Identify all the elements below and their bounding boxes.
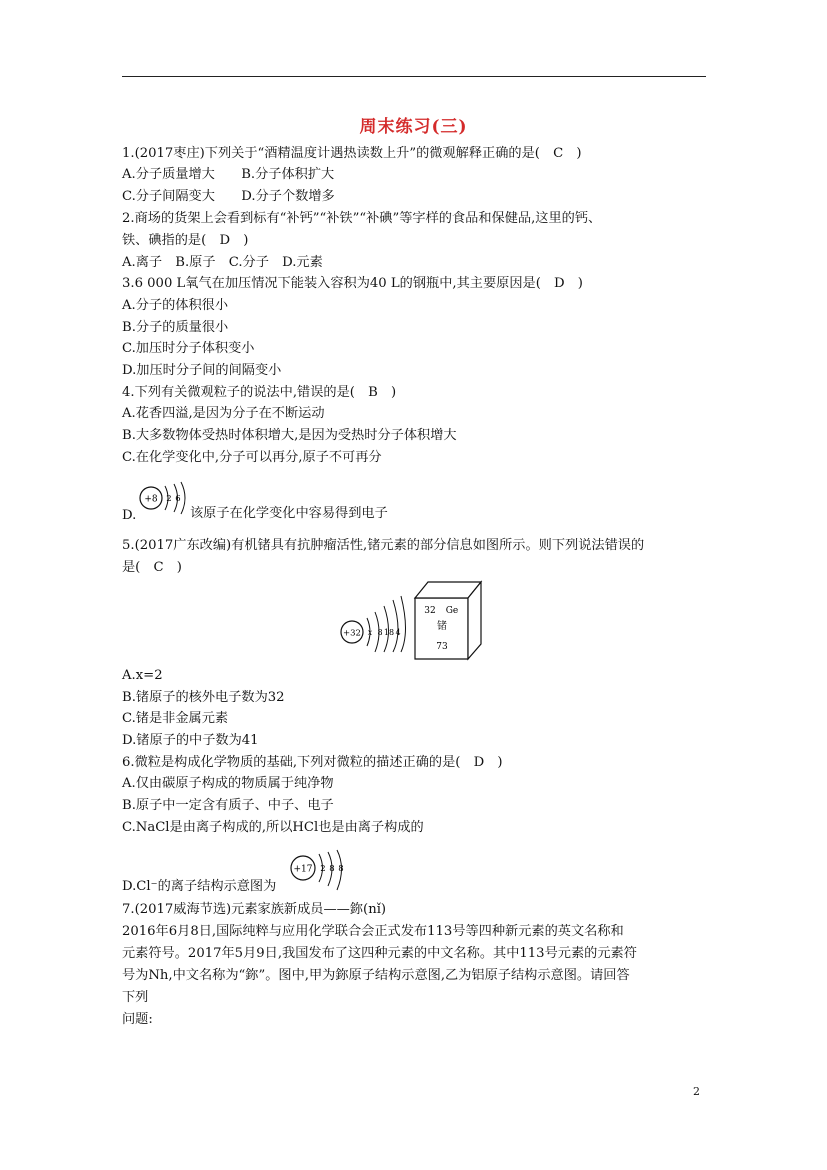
shell-count: 2 [166,494,172,504]
oxygen-atom-diagram [137,480,189,518]
germanium-atom-diagram [338,592,410,654]
shell-count: 6 [175,494,181,504]
question-6-option-b: B.原子中一定含有质子、中子、电子 [122,798,334,813]
question-2-line-2: 铁、碘指的是( D ) [122,233,249,248]
question-7-heading: 7.(2017威海节选)元素家族新成员——鉨(nǐ) [122,902,387,917]
question-6-option-d: D.Cl⁻的离子结构示意图为 [122,879,277,894]
question-2-options: A.离子 B.原子 C.分子 D.元素 [122,255,323,270]
page-title: 周末练习(三) [359,117,468,137]
question-5-line-1: 5.(2017广东改编)有机锗具有抗肿瘤活性,锗元素的部分信息如图所示。则下列说法错误的 [122,538,645,553]
shell-count: 8 [329,864,335,874]
electron-shell-arc [393,600,401,652]
element-name: 锗 [437,621,447,632]
shell-count: x [367,628,373,637]
shell-count: 2 [320,864,326,874]
shell-count: 8 [338,864,344,874]
question-7-line-4: 号为Nh,中文名称为“鉨”。图中,甲为鉨原子结构示意图,乙为铝原子结构示意图。请回答 [122,968,630,983]
nucleus-charge: +8 [144,494,158,505]
question-5-option-b: B.锗原子的核外电子数为32 [122,690,285,705]
question-3-option-c: C.加压时分子体积变小 [122,341,255,356]
question-3: 3.6 000 L氧气在加压情况下能装入容积为40 L的钢瓶中,其主要原因是( D ) [122,276,583,291]
germanium-element-card [412,578,484,662]
nucleus-charge: +32 [343,628,361,639]
question-3-option-b: B.分子的质量很小 [122,320,229,335]
question-4-option-b: B.大多数物体受热时体积增大,是因为受热时分子体积增大 [122,428,457,443]
question-5-option-d: D.锗原子的中子数为41 [122,733,259,748]
question-4-option-d-label: D. [122,508,137,523]
electron-shell-arc [181,482,185,514]
question-7-line-2: 2016年6月8日,国际纯粹与应用化学联合会正式发布113号等四种新元素的英文名称和 [122,924,624,939]
element-symbol: Ge [445,606,459,616]
question-5-line-2: 是( C ) [122,560,182,575]
question-2-line-1: 2.商场的货架上会看到标有“补钙”“补铁”“补碘”等字样的食品和保健品,这里的钙、 [122,211,602,226]
question-6-option-a: A.仅由碳原子构成的物质属于纯净物 [122,776,334,791]
question-5-option-a: A.x=2 [122,668,163,683]
question-7-line-6: 问题: [122,1012,153,1027]
shell-count: 18 [383,628,395,637]
question-6: 6.微粒是构成化学物质的基础,下列对微粒的描述正确的是( D ) [122,755,503,770]
atomic-number: 32 [424,606,436,616]
question-3-option-a: A.分子的体积很小 [122,298,229,313]
electron-shell-arc [401,596,406,652]
question-3-option-d: D.加压时分子间的间隔变小 [122,363,282,378]
atomic-mass: 73 [436,642,448,652]
question-7-line-5: 下列 [122,990,149,1005]
question-4: 4.下列有关微观粒子的说法中,错误的是( B ) [122,385,397,400]
shell-count: 4 [395,628,401,637]
question-5-option-c: C.锗是非金属元素 [122,711,229,726]
header-rule [122,76,706,77]
question-4-option-c: C.在化学变化中,分子可以再分,原子不可再分 [122,450,382,465]
shell-count: 8 [377,628,383,637]
question-4-option-a: A.花香四溢,是因为分子在不断运动 [122,406,325,421]
nucleus-charge: +17 [293,864,313,875]
question-1: 1.(2017枣庄)下列关于“酒精温度计遇热读数上升”的微观解释正确的是( C ) [122,146,582,161]
chloride-ion-diagram [288,848,350,892]
question-6-option-c: C.NaCl是由离子构成的,所以HCl也是由离子构成的 [122,820,424,835]
question-1-options-ab: A.分子质量增大 B.分子体积扩大 [122,167,335,182]
page-number: 2 [693,1085,700,1098]
question-1-options-cd: C.分子间隔变大 D.分子个数增多 [122,189,335,204]
question-4-option-d-text: 该原子在化学变化中容易得到电子 [190,506,388,521]
question-7-line-3: 元素符号。2017年5月9日,我国发布了这四种元素的中文名称。其中113号元素的元素符 [122,946,637,961]
